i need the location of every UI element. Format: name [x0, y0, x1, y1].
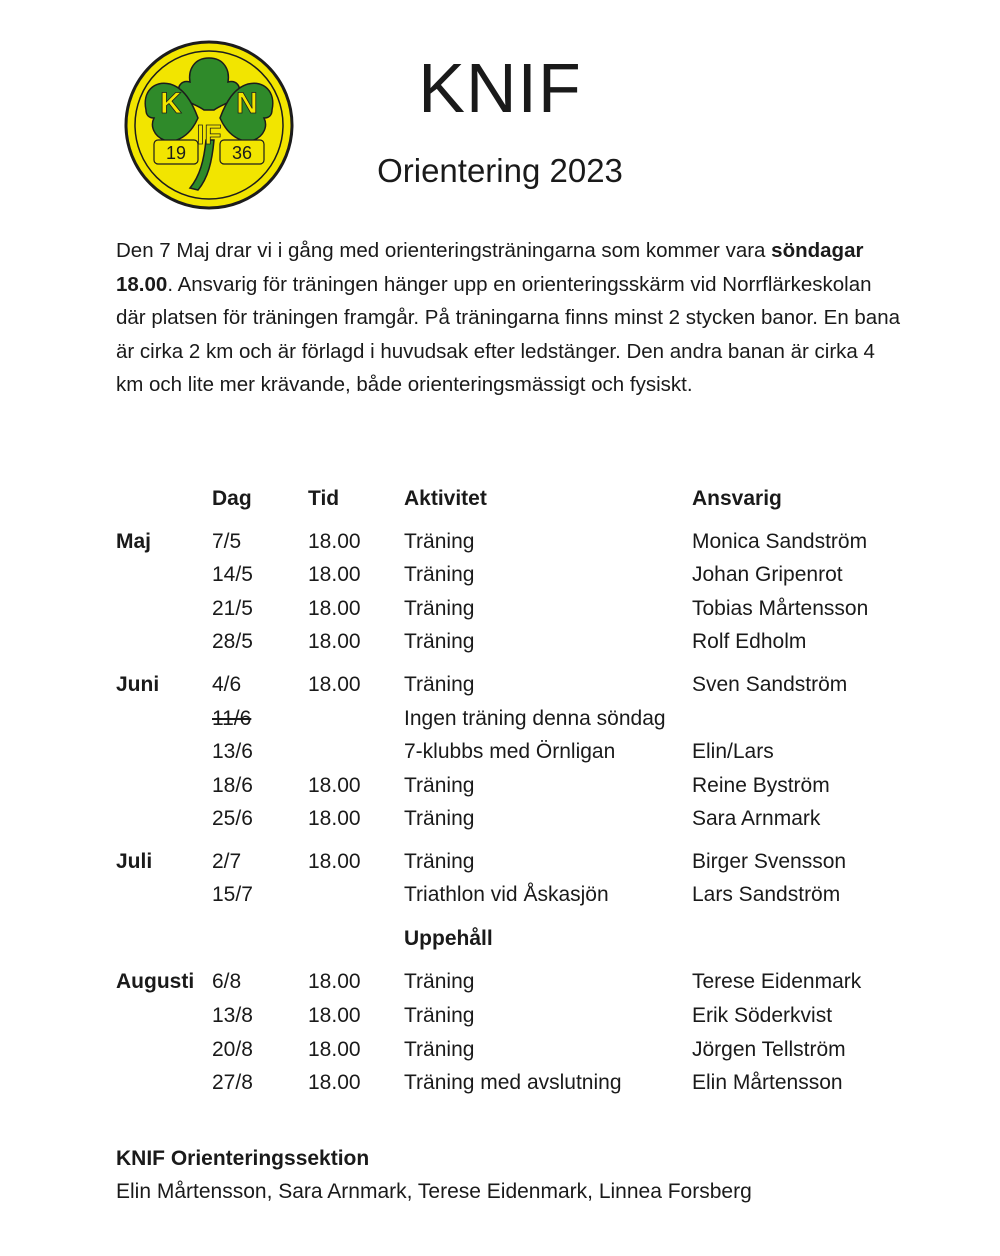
schedule-day-cell: 14/5 — [212, 563, 253, 586]
schedule-day-cell: 28/5 — [212, 630, 253, 653]
schedule-responsible-cell: Sara Arnmark — [692, 807, 821, 830]
schedule-day-cell: 11/6 — [212, 707, 252, 730]
schedule-responsible-cell: Birger Svensson — [692, 850, 847, 873]
schedule-month-cell: Juni — [116, 673, 160, 696]
schedule-activity-cell: Träning — [404, 1004, 475, 1027]
schedule-month-cell: Juli — [116, 850, 153, 873]
schedule-responsible-cell: Erik Söderkvist — [692, 1004, 833, 1027]
schedule-time-cell: 18.00 — [308, 630, 361, 653]
schedule-month-cell: Maj — [116, 530, 152, 553]
schedule-activity-cell: Träning — [404, 807, 475, 830]
schedule-activity-cell: Träning — [404, 530, 475, 553]
schedule-activity-cell: Träning — [404, 774, 475, 797]
schedule-time-cell: 18.00 — [308, 1071, 361, 1094]
footer-title: KNIF Orienteringssektion — [116, 1147, 370, 1170]
intro-text-2: . Ansvarig för träningen hänger upp en orienteringsskärm vid Norrflärkeskolan där platsen för träningen framgår. På träningarna finns minst 2 stycken banor. En bana är cirka 2 km och är förlagd i huvudsak efter ledstänger. Den andra banan är cirka 4 km och lite mer krävande, både orienteringsmässigt och fysiskt. — [116, 272, 901, 396]
schedule-time-cell: 18.00 — [308, 597, 361, 620]
schedule-responsible-cell: Elin Mårtensson — [692, 1071, 843, 1094]
schedule-activity-cell: Ingen träning denna söndag — [404, 707, 666, 730]
schedule-day-cell: 15/7 — [212, 883, 253, 906]
schedule-day-cell: 2/7 — [212, 850, 242, 873]
schedule-day-cell: 18/6 — [212, 774, 253, 797]
schedule-responsible-cell: Terese Eidenmark — [692, 970, 862, 993]
header-day: Dag — [212, 487, 252, 510]
schedule-activity-cell: Träning — [404, 563, 475, 586]
schedule-time-cell: 18.00 — [308, 807, 361, 830]
schedule-activity-cell: Träning — [404, 1038, 475, 1061]
schedule-day-cell: 20/8 — [212, 1038, 253, 1061]
schedule-time-cell: 18.00 — [308, 850, 361, 873]
schedule-responsible-cell: Johan Gripenrot — [692, 563, 843, 586]
schedule-day-cell: 25/6 — [212, 807, 253, 830]
intro-text-1: Den 7 Maj drar vi i gång med orienteringsträningarna som kommer vara — [116, 239, 766, 262]
document-subtitle: Orientering 2023 — [377, 152, 623, 189]
schedule-day-cell: 13/8 — [212, 1004, 253, 1027]
schedule-activity-cell: Träning — [404, 673, 475, 696]
schedule-time-cell: 18.00 — [308, 970, 361, 993]
schedule-activity-cell: Träning — [404, 630, 475, 653]
header-responsible: Ansvarig — [692, 487, 782, 510]
svg-text:IF: IF — [196, 119, 222, 150]
schedule-time-cell: 18.00 — [308, 563, 361, 586]
schedule-responsible-cell: Monica Sandström — [692, 530, 868, 553]
schedule-day-cell: 4/6 — [212, 673, 242, 696]
schedule-time-cell: 18.00 — [308, 673, 361, 696]
schedule-time-cell: 18.00 — [308, 1004, 361, 1027]
schedule-month-cell: Augusti — [116, 970, 195, 993]
header-activity: Aktivitet — [404, 487, 487, 510]
svg-text:N: N — [236, 87, 258, 120]
svg-text:19: 19 — [165, 143, 187, 163]
schedule-activity-cell: Träning — [404, 850, 475, 873]
schedule-time-cell: 18.00 — [308, 530, 361, 553]
schedule-responsible-cell: Lars Sandström — [692, 883, 841, 906]
schedule-activity-cell: Träning — [404, 597, 475, 620]
svg-text:36: 36 — [231, 143, 253, 163]
schedule-responsible-cell: Tobias Mårtensson — [692, 597, 869, 620]
schedule-responsible-cell: Elin/Lars — [692, 740, 774, 763]
schedule-responsible-cell: Rolf Edholm — [692, 630, 807, 653]
schedule-day-cell: 7/5 — [212, 530, 242, 553]
schedule-day-cell: 27/8 — [212, 1071, 253, 1094]
schedule-responsible-cell: Reine Byström — [692, 774, 830, 797]
schedule-time-cell: 18.00 — [308, 1038, 361, 1061]
document-title: KNIF — [418, 49, 582, 127]
header-time: Tid — [308, 487, 340, 510]
footer-names: Elin Mårtensson, Sara Arnmark, Terese Eidenmark, Linnea Forsberg — [116, 1180, 752, 1203]
svg-text:K: K — [160, 87, 182, 120]
intro-bold-time: söndagar 18.00 — [116, 239, 864, 296]
schedule-day-cell: 21/5 — [212, 597, 253, 620]
schedule-responsible-cell: Jörgen Tellström — [692, 1038, 846, 1061]
schedule-day-cell: 13/6 — [212, 740, 253, 763]
schedule-activity-cell: Träning — [404, 970, 475, 993]
schedule-activity-cell: Träning med avslutning — [404, 1071, 622, 1094]
schedule-day-cell: 6/8 — [212, 970, 242, 993]
schedule-activity-cell: Triathlon vid Åskasjön — [404, 883, 609, 906]
schedule-responsible-cell: Sven Sandström — [692, 673, 848, 696]
schedule-activity-cell: Uppehåll — [404, 927, 493, 950]
schedule-time-cell: 18.00 — [308, 774, 361, 797]
schedule-activity-cell: 7-klubbs med Örnligan — [404, 740, 616, 763]
